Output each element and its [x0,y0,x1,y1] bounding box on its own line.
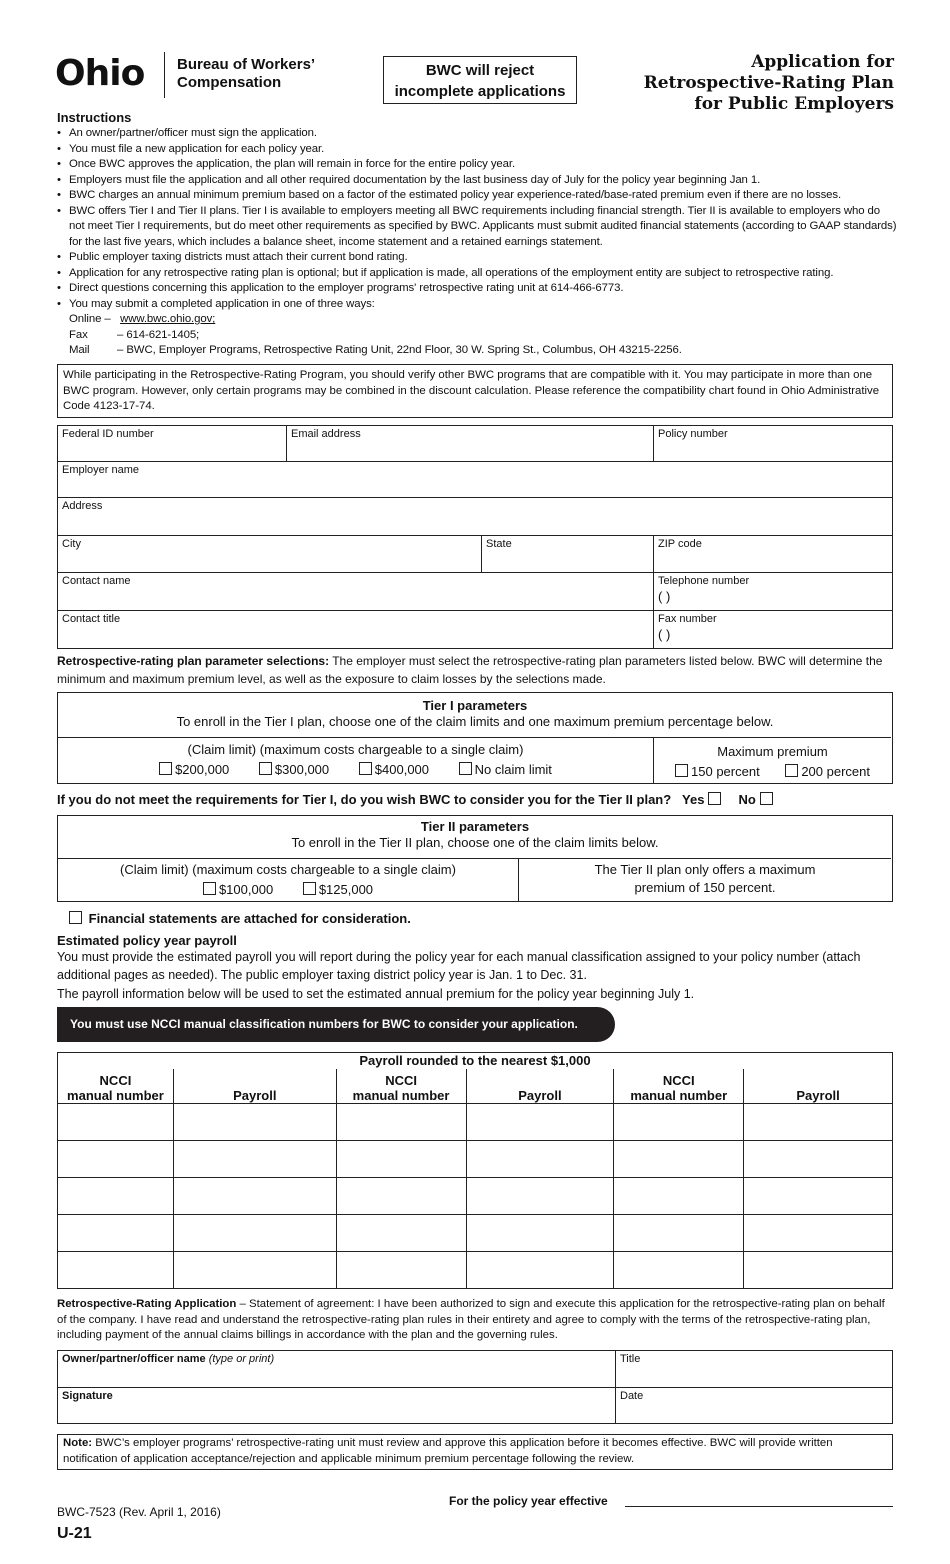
table-row [58,1177,893,1214]
payroll-cell[interactable] [466,1140,614,1177]
ncci-cell[interactable] [336,1103,466,1140]
ncci-cell[interactable] [614,1103,744,1140]
contact-title-label: Contact title [62,613,121,625]
instruction-item: • You must file a new application for each policy year. [57,142,897,158]
payroll-table [57,1052,893,1289]
checkbox-icon[interactable] [675,764,688,777]
title-field[interactable] [615,1350,893,1388]
payroll-cell[interactable] [744,1103,893,1140]
payroll-header-row [58,1069,893,1103]
tier1-heading: Tier I parameters [422,698,528,713]
bureau-name [177,56,367,92]
contact-title-field[interactable] [57,610,654,649]
instruction-item: • BWC charges an annual minimum premium based on a factor of the estimated policy year experience-rated/base-rated premium even if there are no losses. [57,188,897,204]
tier1-claim-400k[interactable]: $400,000 [359,762,429,777]
email-field[interactable] [286,425,654,462]
tier2-heading: Tier II parameters [420,819,530,834]
policy-year-input-line[interactable] [625,1506,893,1507]
zip-field[interactable] [653,535,893,573]
telephone-field[interactable] [653,572,893,611]
form-code: U-21 [57,1525,92,1542]
employer-name-field[interactable] [57,461,893,498]
instruction-item: • Once BWC approves the application, the plan will remain in force for the entire policy year. [57,157,897,173]
checkbox-icon[interactable] [708,792,721,805]
tier2-divider [58,858,891,859]
telephone-area-code: ( ) [658,589,671,604]
instructions-list [57,126,897,359]
city-label: City [62,538,81,550]
fax-area-code: ( ) [658,627,671,642]
tier1-max-cell [654,743,891,781]
col-ncci: NCCI manual number [336,1069,466,1103]
payroll-cell[interactable] [744,1214,893,1251]
instruction-item: • Direct questions concerning this application to the employer programs' retrospective rating unit at 614-466-6773. [57,281,897,297]
tier2-claim-100k[interactable]: $100,000 [203,882,273,897]
website-link[interactable]: www.bwc.ohio.gov; [120,313,216,325]
address-label: Address [62,500,103,512]
compatibility-note: While participating in the Retrospective-Rating Program, you should verify other BWC programs that are compatible with it. You may participate in more than one BWC program. However, only certain programs may be combined in the discount calculation. Please reference the compatibility chart found in Ohio Administrative Code 4123-17-74. [57,364,893,418]
ncci-cell[interactable] [58,1251,174,1288]
checkbox-icon[interactable] [203,882,216,895]
checkbox-icon[interactable] [459,762,472,775]
signature-field[interactable] [57,1387,616,1424]
reject-warning-box [383,56,577,104]
zip-label: ZIP code [658,538,702,550]
col-payroll: Payroll [466,1069,614,1103]
tier1-max-options [654,763,891,781]
tier1-box [57,692,893,784]
tier2-subheading: To enroll in the Tier II plan, choose one of the claim limits below. [291,835,659,850]
ncci-cell[interactable] [336,1214,466,1251]
title-label: Title [620,1353,641,1365]
table-row [58,1251,893,1288]
tier2-question-text: If you do not meet the requirements for Tier I, do you wish BWC to consider you for the Tier II plan? [57,792,672,807]
agreement-text [57,1297,897,1344]
instruction-item: • Employers must file the application and all other required documentation by the last business day of July for the policy year beginning Jan 1. [57,173,897,189]
tier2-claim-options [58,881,518,899]
submit-fax: Fax – 614-621-1405; [57,328,897,344]
parameter-selections-text [57,652,897,688]
instruction-item: • Application for any retrospective rating plan is optional; but if application is made, all operations of the employment entity are subject to retrospective rating. [57,266,897,282]
tier1-claim-cell [58,741,653,779]
tier1-claim-label: (Claim limit) (maximum costs chargeable to a single claim) [187,742,524,757]
table-row [58,1103,893,1140]
payroll-cell[interactable] [173,1103,336,1140]
fax-number-field[interactable] [653,610,893,649]
email-label: Email address [291,428,361,440]
submit-mail: Mail – BWC, Employer Programs, Retrospective Rating Unit, 22nd Floor, 30 W. Spring St., Columbus, OH 43215-2256. [57,343,897,359]
checkbox-icon[interactable] [359,762,372,775]
instruction-item: • You may submit a completed application in one of three ways: [57,297,897,313]
ncci-cell[interactable] [336,1140,466,1177]
checkbox-icon[interactable] [69,911,82,924]
mail-value: BWC, Employer Programs, Retrospective Rating Unit, 22nd Floor, 30 W. Spring St., Columbus, OH 43215-2256. [126,344,682,356]
final-note [57,1434,893,1470]
title-line1: Application for [751,52,894,72]
bureau-name-line1: Bureau of Workers’ [177,56,316,73]
submit-fax-label: Fax [69,328,88,341]
tier2-box [57,815,893,902]
fax-number-label: Fax number [658,613,717,625]
ncci-cell[interactable] [614,1140,744,1177]
address-field[interactable] [57,497,893,536]
ncci-cell[interactable] [614,1214,744,1251]
contact-name-label: Contact name [62,575,131,587]
final-note-lead: Note: [63,1437,93,1449]
ohio-logo: Ohio [55,53,145,94]
tier1-claim-options [58,761,653,779]
payroll-caption-row [58,1053,893,1070]
fax-value: 614-621-1405; [126,328,200,341]
date-field[interactable] [615,1387,893,1424]
ncci-cell[interactable] [336,1251,466,1288]
owner-name-field[interactable] [57,1350,616,1388]
tier2-note-cell [519,861,891,897]
tier2-claim-label: (Claim limit) (maximum costs chargeable to a single claim) [120,862,456,877]
final-note-body: BWC’s employer programs’ retrospective-rating unit must review and approve this application before it becomes effective. BWC will provide written notification of application acceptance/rejection and applicable minimum premium percentage following the review. [63,1437,833,1465]
tier2-claim-cell [58,861,518,899]
city-field[interactable] [57,535,482,573]
tier1-claim-300k[interactable]: $300,000 [259,762,329,777]
contact-name-field[interactable] [57,572,654,611]
tier1-header [58,693,892,730]
submit-online [57,312,897,328]
logo-divider [164,52,165,98]
agreement-body: – Statement of agreement: I have been authorized to sign and execute this application for the retrospective-rating plan on behalf of the company. I have read and understand the retrospective-rating plan rules in their entirety and agree to comply with the terms of the retrospective-rating plan, including payment of the annual claims billings in accordance with the plan and the governing rules. [57,1298,885,1341]
payroll-cell[interactable] [744,1140,893,1177]
owner-name-label: Owner/partner/officer name [62,1353,206,1365]
ncci-cell[interactable] [58,1140,174,1177]
submit-online-label: Online – [69,313,111,325]
checkbox-icon[interactable] [760,792,773,805]
checkbox-icon[interactable] [259,762,272,775]
date-label: Date [620,1390,644,1402]
checkbox-icon[interactable] [159,762,172,775]
checkbox-icon[interactable] [785,764,798,777]
table-row [58,1214,893,1251]
payroll-heading: Estimated policy year payroll [57,933,237,948]
payroll-cell[interactable] [466,1214,614,1251]
signature-label: Signature [62,1390,113,1402]
federal-id-field[interactable] [57,425,287,462]
ncci-cell[interactable] [614,1177,744,1214]
policy-number-label: Policy number [658,428,728,440]
tier2-no-option[interactable]: No [739,792,776,807]
tier1-max-150[interactable]: 150 percent [675,764,760,779]
reject-line1: BWC will reject [425,62,535,79]
state-label: State [486,538,512,550]
payroll-cell[interactable] [173,1251,336,1288]
payroll-cell[interactable] [466,1251,614,1288]
tier2-header [58,816,892,851]
col-ncci: NCCI manual number [614,1069,744,1103]
telephone-label: Telephone number [658,575,750,587]
payroll-cell[interactable] [173,1177,336,1214]
form-id: BWC-7523 (Rev. April 1, 2016) [57,1505,221,1519]
table-row [58,1140,893,1177]
tier2-question [57,792,897,808]
tier1-max-200[interactable]: 200 percent [785,764,870,779]
state-field[interactable] [481,535,654,573]
federal-id-label: Federal ID number [62,428,154,440]
tier2-note-line2: premium of 150 percent. [634,880,776,895]
policy-year-label: For the policy year effective [449,1494,608,1508]
payroll-cell[interactable] [466,1177,614,1214]
employer-name-label: Employer name [62,464,140,476]
tier1-no-claim-limit[interactable]: No claim limit [459,762,552,777]
tier1-claim-200k[interactable]: $200,000 [159,762,229,777]
parameter-selections-body: The employer must select the retrospective-rating plan parameters listed below. BWC will determine the minimum and maximum premium level, as well as the exposure to claim losses by the selections made. [57,654,883,686]
parameter-selections-lead: Retrospective-rating plan parameter selections: [57,654,330,668]
instruction-item: • BWC offers Tier I and Tier II plans. Tier I is available to employers meeting all BWC requirements including financial strength. Tier II is available to employers who do not meet Tier I requirements, but do meet other requirements as specified by BWC. Applicants must submit audited financial statements (according to GAAP standards) for the last five years, which includes a balance sheet, income statement and a retained earnings statement. [57,204,897,251]
payroll-text2: The payroll information below will be used to set the estimated annual premium for the policy year beginning July 1. [57,987,695,1001]
title-line3: for Public Employers [694,94,894,114]
instruction-item: • Public employer taxing districts must attach their current bond rating. [57,250,897,266]
ncci-cell[interactable] [58,1103,174,1140]
ncci-cell[interactable] [58,1177,174,1214]
tier1-subheading: To enroll in the Tier I plan, choose one of the claim limits and one maximum premium percentage below. [176,714,774,729]
tier2-note-line1: The Tier II plan only offers a maximum [594,862,816,877]
instructions-heading: Instructions [57,110,132,125]
ncci-cell[interactable] [614,1251,744,1288]
financial-statements-option[interactable]: Financial statements are attached for consideration. [69,911,411,926]
form-title [594,52,894,115]
checkbox-icon[interactable] [303,882,316,895]
payroll-table-caption: Payroll rounded to the nearest $1,000 [359,1053,591,1068]
tier1-divider [58,737,891,738]
bureau-name-line2: Compensation [177,74,282,91]
payroll-cell[interactable] [744,1177,893,1214]
tier2-yes-option[interactable]: Yes [682,792,724,807]
col-payroll: Payroll [173,1069,336,1103]
owner-name-hint: (type or print) [205,1353,275,1365]
tier2-claim-125k[interactable]: $125,000 [303,882,373,897]
payroll-cell[interactable] [173,1214,336,1251]
payroll-cell[interactable] [173,1140,336,1177]
col-payroll: Payroll [744,1069,893,1103]
payroll-text1: You must provide the estimated payroll you will report during the policy year for each manual classification assigned to your policy number (attach additional pages as needed). The public employer taxing district policy year is Jan. 1 to Dec. 31. [57,950,861,982]
ncci-cell[interactable] [336,1177,466,1214]
ncci-cell[interactable] [58,1214,174,1251]
title-line2: Retrospective-Rating Plan [643,73,894,93]
ncci-banner: You must use NCCI manual classification numbers for BWC to consider your application. [57,1007,615,1042]
agreement-lead: Retrospective-Rating Application [57,1298,237,1310]
tier1-max-label: Maximum premium [717,744,828,759]
payroll-cell[interactable] [744,1251,893,1288]
reject-line2: incomplete applications [394,83,566,100]
col-ncci: NCCI manual number [58,1069,174,1103]
instruction-item: • An owner/partner/officer must sign the application. [57,126,897,142]
payroll-cell[interactable] [466,1103,614,1140]
policy-number-field[interactable] [653,425,893,462]
submit-mail-label: Mail [69,344,90,356]
